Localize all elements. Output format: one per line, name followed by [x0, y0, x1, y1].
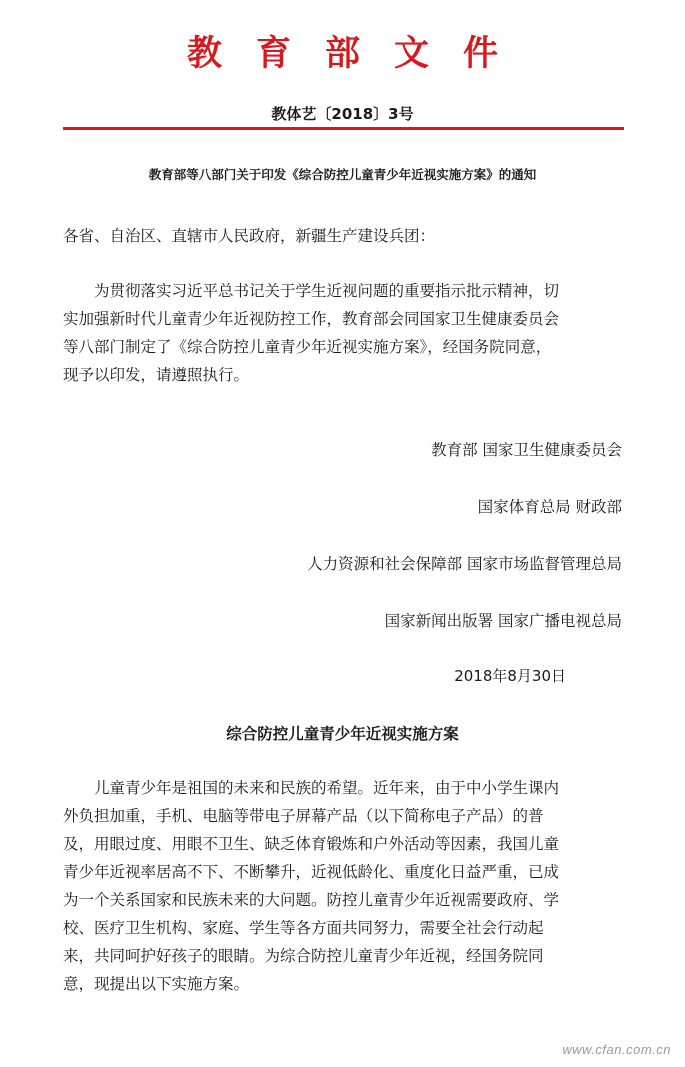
signatory-line: 国家体育总局 财政部 [477, 498, 622, 516]
letter-body-line: 实加强新时代儿童青少年近视防控工作，教育部会同国家卫生健康委员会 [63, 310, 560, 328]
issue-date: 2018年8月30日 [454, 667, 566, 685]
plan-intro-line: 意，现提出以下实施方案。 [63, 975, 250, 993]
letter-body-line: 现予以印发，请遵照执行。 [63, 366, 250, 384]
plan-intro-line: 青少年近视率居高不下、不断攀升，近视低龄化、重度化日益严重，已成 [63, 863, 560, 881]
letter-body-line: 为贯彻落实习近平总书记关于学生近视问题的重要指示批示精神，切 [94, 282, 560, 300]
notice-title: 教育部等八部门关于印发《综合防控儿童青少年近视实施方案》的通知 [148, 167, 537, 182]
header-divider [63, 127, 624, 130]
signatory-line: 教育部 国家卫生健康委员会 [431, 441, 622, 459]
plan-intro-line: 儿童青少年是祖国的未来和民族的希望。近年来，由于中小学生课内 [94, 779, 560, 797]
signatory-line: 人力资源和社会保障部 国家市场监督管理总局 [307, 555, 622, 573]
letter-body [63, 277, 629, 389]
plan-intro-line: 及，用眼过度、用眼不卫生、缺乏体育锻炼和户外活动等因素，我国儿童 [63, 835, 560, 853]
plan-intro-line: 来，共同呵护好孩子的眼睛。为综合防控儿童青少年近视，经国务院同 [63, 947, 544, 965]
salutation: 各省、自治区、直辖市人民政府，新疆生产建设兵团： [63, 227, 436, 245]
plan-intro [63, 774, 629, 998]
plan-intro-line: 外负担加重，手机、电脑等带电子屏幕产品（以下简称电子产品）的普 [63, 807, 544, 825]
document-header-title: 教育部文件 [186, 33, 532, 74]
plan-title: 综合防控儿童青少年近视实施方案 [226, 725, 459, 743]
letter-body-line: 等八部门制定了《综合防控儿童青少年近视实施方案》，经国务院同意， [63, 338, 552, 356]
plan-intro-line: 校、医疗卫生机构、家庭、学生等各方面共同努力，需要全社会行动起 [63, 919, 544, 937]
plan-intro-line: 为一个关系国家和民族未来的大问题。防控儿童青少年近视需要政府、学 [63, 891, 560, 909]
site-watermark: www.cfan.com.cn [562, 1042, 671, 1057]
document-number: 教体艺〔2018〕3号 [271, 105, 414, 123]
signatory-line: 国家新闻出版署 国家广播电视总局 [384, 612, 622, 630]
